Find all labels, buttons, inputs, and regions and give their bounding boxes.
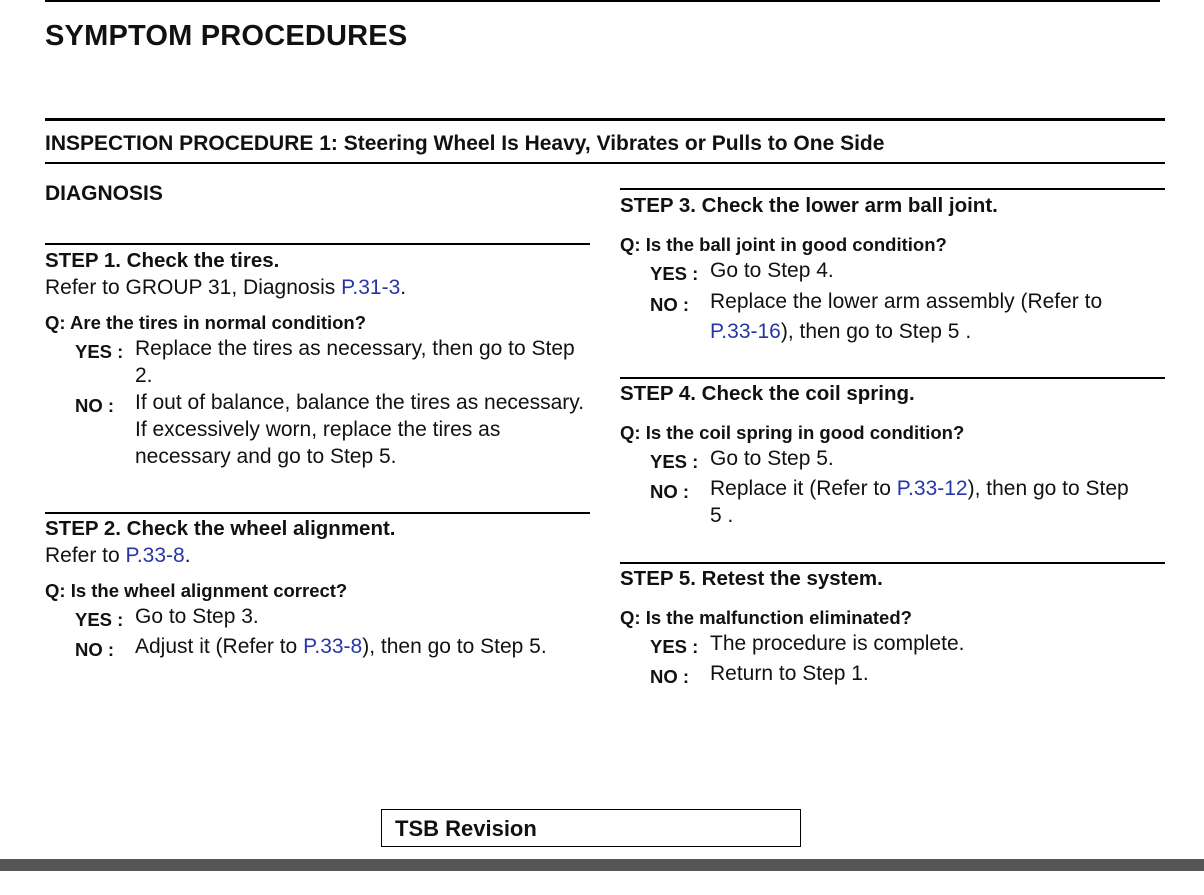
step-2-refer-suffix: .	[184, 544, 191, 567]
step-3-yes-text: Go to Step 4.	[710, 259, 834, 282]
step3-rule	[620, 188, 1165, 190]
step-1-refer-suffix: .	[400, 276, 407, 299]
step-1-no	[75, 389, 590, 470]
tsb-revision-box: TSB Revision	[381, 809, 801, 847]
step-3-no-prefix: Replace the lower arm assembly (Refer to	[710, 290, 1103, 313]
step-5-yes-label: YES :	[650, 636, 699, 657]
step-3-no-label: NO :	[650, 294, 690, 315]
step1-rule	[45, 243, 590, 245]
page-title: SYMPTOM PROCEDURES	[45, 20, 408, 52]
step-1	[45, 249, 590, 470]
step-2-heading: STEP 2. Check the wheel alignment.	[45, 517, 396, 540]
step-2-yes-text: Go to Step 3.	[135, 605, 259, 628]
step-4-no-link[interactable]: P.33-12	[896, 477, 968, 500]
step-1-refer	[45, 276, 590, 300]
step-3	[620, 194, 1165, 347]
step-2-no-prefix: Adjust it (Refer to	[135, 635, 304, 658]
step-1-question: Q: Are the tires in normal condition?	[45, 312, 367, 333]
procedure-title: INSPECTION PROCEDURE 1: Steering Wheel Is Heavy, Vibrates or Pulls to One Side	[45, 132, 885, 155]
step-5-no	[650, 660, 1165, 690]
step-2-refer	[45, 544, 605, 568]
step-3-yes-label: YES :	[650, 263, 699, 284]
step-4-no-suffix: ), then go to Step 5 .	[710, 477, 1129, 527]
step-4-yes-text: Go to Step 5.	[710, 447, 834, 470]
step-1-heading: STEP 1. Check the tires.	[45, 249, 280, 272]
step-4-no-prefix: Replace it (Refer to	[710, 477, 897, 500]
step-1-no-text: If out of balance, balance the tires as necessary. If excessively worn, replace the tires as necessary and go to Step 5.	[135, 391, 585, 468]
step-2-no	[75, 633, 605, 663]
step-2-no-link[interactable]: P.33-8	[303, 635, 363, 658]
step-5-heading: STEP 5. Retest the system.	[620, 567, 883, 590]
step-2-no-label: NO :	[75, 639, 115, 660]
step-3-heading: STEP 3. Check the lower arm ball joint.	[620, 194, 998, 217]
step-3-no-suffix: ), then go to Step 5 .	[780, 320, 972, 343]
step-3-no-link[interactable]: P.33-16	[710, 320, 781, 343]
step-4-yes-label: YES :	[650, 451, 699, 472]
step-4-question: Q: Is the coil spring in good condition?	[620, 422, 965, 443]
top-rule	[45, 0, 1160, 2]
step-2	[45, 517, 605, 663]
step-3-question: Q: Is the ball joint in good condition?	[620, 234, 947, 255]
step-1-refer-prefix: Refer to GROUP 31, Diagnosis	[45, 276, 342, 299]
step5-rule	[620, 562, 1165, 564]
step-2-yes-label: YES :	[75, 609, 124, 630]
step-1-yes	[75, 335, 590, 389]
step-2-refer-link[interactable]: P.33-8	[125, 544, 185, 567]
step-4-no	[650, 475, 1165, 529]
step2-rule	[45, 512, 590, 514]
step-1-no-label: NO :	[75, 395, 115, 416]
step-3-no-text	[710, 287, 1155, 347]
step-1-yes-label: YES :	[75, 341, 124, 362]
step-4	[620, 382, 1165, 529]
step-5-no-text: Return to Step 1.	[710, 662, 869, 685]
step-5-yes-text: The procedure is complete.	[710, 632, 965, 655]
step-4-heading: STEP 4. Check the coil spring.	[620, 382, 915, 405]
step-1-refer-link[interactable]: P.31-3	[341, 276, 401, 299]
step4-rule	[620, 377, 1165, 379]
step-3-yes	[650, 257, 1165, 287]
step-2-no-text	[135, 633, 547, 663]
step-1-yes-text: Replace the tires as necessary, then go to Step 2.	[135, 337, 575, 387]
step-2-refer-prefix: Refer to	[45, 544, 126, 567]
step-2-question: Q: Is the wheel alignment correct?	[45, 580, 348, 601]
procedure-bottom-rule	[45, 162, 1165, 164]
step-2-yes	[75, 603, 605, 633]
bottom-bar	[0, 859, 1204, 871]
step-4-yes	[650, 445, 1165, 475]
procedure-top-rule	[45, 118, 1165, 121]
step-4-no-label: NO :	[650, 481, 690, 502]
step-5	[620, 567, 1165, 690]
step-3-no	[650, 287, 1165, 347]
step-2-no-suffix: ), then go to Step 5.	[362, 635, 547, 658]
step-4-no-text	[710, 475, 1140, 529]
diagnosis-label: DIAGNOSIS	[45, 182, 163, 205]
step-5-question: Q: Is the malfunction eliminated?	[620, 607, 912, 628]
step-5-no-label: NO :	[650, 666, 690, 687]
step-5-yes	[650, 630, 1165, 660]
